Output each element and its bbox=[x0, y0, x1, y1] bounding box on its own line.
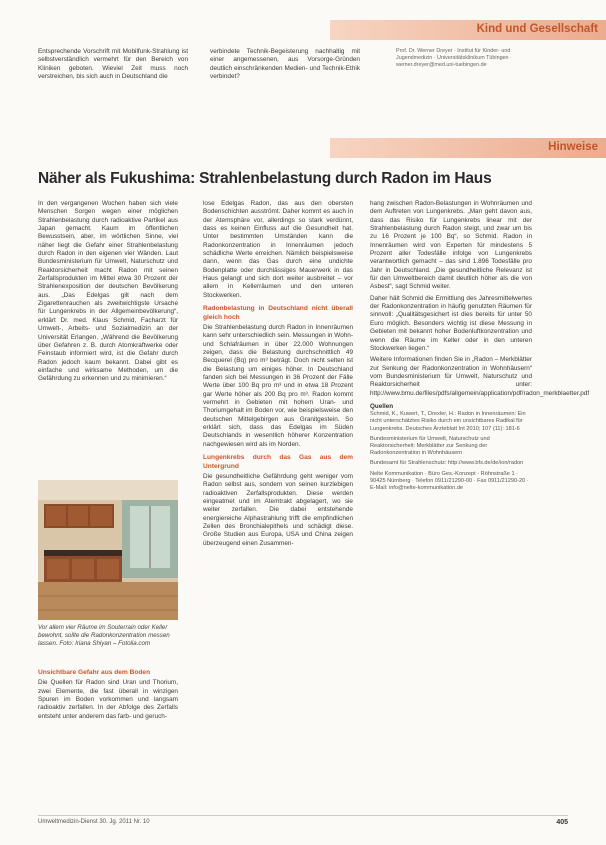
paragraph: Daher hält Schmid die Ermittlung des Jahresmittelwertes der Radonkonzentration in häufig genutzten Räumen für sinnvoll: „Qualitätsgesichert ist dies bereits für unter 50 Euro möglich. Besonders wichtig ist diese Messung in Gebieten mit bekannt hoher Bodenluftkonzentration und wenn die Räume im Keller oder in den unteren Stockwerken liegen.“ bbox=[370, 294, 532, 352]
subheading: Radonbelastung in Deutschland nicht überall gleich hoch bbox=[203, 305, 353, 321]
paragraph: Weitere Informationen finden Sie in „Radon – Merkblätter zur Senkung der Radonkonzentration in Wohnhäusern“ vom Bundesministerium für Umwelt, Naturschutz und Reaktorsicherheit unter: http://www.bmu.de/files/pdfs/allgemein/application/pdf/radon_merkblaetter.pdf bbox=[370, 356, 590, 397]
top-column-1: Entsprechende Vorschrift mit Mobilfunk-Strahlung ist selbstverständlich vermehrt für den Bereich von Kliniken geboten. Wieviel Zeit muss noch verstreichen, bis sich auch in Deutschland die bbox=[38, 48, 188, 81]
paragraph: lose Edelgas Radon, das aus den obersten Bodenschichten ausströmt. Daher kommt es auch in der Atemsphäre vor, allerdings so stark verdünnt, dass es keinen Einfluss auf die Gesundheit hat. Unter bestimmten Umständen kann die Radonkonzentration in Innenräumen jedoch schädliche Werte erreichen. Nämlich beispielsweise dann, wenn das Gas durch eine undichte Bodenplatte oder durchlässiges Mauerwerk in das Haus gelangt und sich dort weiter ausbreitet – vor allem in Kellerräumen und den unteren Stockwerken. bbox=[203, 200, 353, 299]
reference: Schmid, K., Kuwert, T., Drexler, H.: Radon in Innenräumen: Ein nicht unterschätztes Risiko durch ein unsichtbares Radikal für Lungenkrebs. Deutsches Ärzteblatt Int 2010; 107 (11): 181-6 bbox=[370, 411, 526, 432]
reference: Bundesministerium für Umwelt, Naturschutz und Reaktorsicherheit: Merkblätter zur Senkung der Radonkonzentration in Wohnhäusern bbox=[370, 435, 490, 457]
article-column-2 bbox=[203, 200, 353, 551]
paragraph: Die Strahlenbelastung durch Radon in Innenräumen kann sehr unterschiedlich sein. Messungen in Wohn- und Schlafräumen in über 22.000 Wohnungen zeigen, dass die Belastung durchschnittlich 49 Becquerel (Bq) pro m³ beträgt. Doch nicht selten ist die Belastung um einiges höher. In Deutschland fanden sich bei Messungen in 36 Prozent der Fälle Werte über 100 Bq pro m³ und in etwa 18 Prozent gar Werte höher als 200 Bq pro m³. Radon kommt vermehrt in Gebieten mit hohem Uran- und Thoriumgehalt im Boden vor, wie beispielsweise den deutschen Mittelgebirgen aus Granitgestein. So erklärt sich, dass das Edelgas im Süden Deutschlands in wesentlich höherer Konzentration nachgewiesen wird als im Norden. bbox=[203, 323, 353, 448]
sources-heading: Quellen bbox=[370, 402, 394, 410]
kitchen-photo bbox=[38, 480, 178, 620]
journal-citation: Umweltmedizin-Dienst 30. Jg. 2011 Nr. 10 bbox=[38, 819, 150, 825]
article-headline: Näher als Fukushima: Strahlenbelastung durch Radon im Haus bbox=[38, 170, 492, 187]
kitchen-illustration bbox=[38, 480, 178, 620]
top-continuation bbox=[38, 48, 568, 112]
article-column-3 bbox=[370, 200, 590, 495]
reference: Bundesamt für Strahlenschutz: http://www.bfs.de/de/ion/radon bbox=[370, 460, 524, 467]
section-header: Kind und Gesellschaft bbox=[330, 20, 606, 40]
photo-caption: Vor allem vier Räume im Souterrain oder Keller bewohnt, sollte die Radonkonzentration messen lassen. Foto: Iriana Shiyan – Fotolia.com bbox=[38, 624, 170, 647]
contact-address: Nelte Kommunikation · Büro Ges.-Konzept · Röhnstraße 1 · 90425 Nürnberg · Telefon 0911/21290-00 · Fax 0911/21290-20 · E-Mail: info@nelte-kommunikation.de bbox=[370, 470, 529, 492]
paragraph: Die Quellen für Radon sind Uran und Thorium, zwei Elemente, die fast überall in winzigen Spuren im Boden vorkommen und langsam radioaktiv zerfallen. In der Abfolge des Zerfalls entsteht unter anderem das farb- und geruch- bbox=[38, 679, 178, 720]
hinweise-header: Hinweise bbox=[330, 138, 606, 158]
article-column-1 bbox=[38, 200, 178, 387]
author-address: Prof. Dr. Werner Dreyer · Institut für Kinder- und Jugendmedizin · Universitätsklinikum Tübingen · werner.dreyer@med.uni-tuebingen.de bbox=[396, 48, 512, 68]
paragraph: Die gesundheitliche Gefährdung geht weniger vom Radon selbst aus, sondern von seinen kurzlebigen radioaktiven Zerfallsprodukten. Diese werden eingeatmet und im Atemtrakt abgelagert, wo sie weiter zerfallen. Die dabei entstehende energiereiche Alphastrahlung trifft die empfindlichen Zellen des Bronchialepithels und schädigt diese. Große Studien aus Europa, USA und China zeigen überzeugend einen Zusammen- bbox=[203, 472, 353, 547]
article-column-1-continued bbox=[38, 664, 178, 724]
top-column-2: verbindete Technik-Begeisterung nachhaltig mit einer angemessenen, aus Vorsorge-Gründen deutlich einschränkenden Medien- und Technik-Ethik verbindet? bbox=[210, 48, 360, 81]
paragraph: hang zwischen Radon-Belastungen in Wohnräumen und dem Auftreten von Lungenkrebs. „Man geht davon aus, dass das Risiko für Lungenkrebs linear mit der Strahlenbelastung durch Radon steigt, und zwar um bis zu 16 Prozent je 100 Bq“, so Schmid. Radon in Innenräumen wird von Experten für mindestens 5 Prozent aller Todesfälle infolge von Lungenkrebs verantwortlich gemacht – das sind 1.896 Todesfälle pro Jahr in Deutschland. „Die gesundheitliche Relevanz ist für den Umweltbereich damit deutlich höher als die von Asbest“, sagt Schmid weiter. bbox=[370, 200, 532, 291]
subheading: Unsichtbare Gefahr aus dem Boden bbox=[38, 669, 151, 676]
page-number: 405 bbox=[556, 819, 568, 826]
page-footer bbox=[38, 815, 568, 827]
subheading: Lungenkrebs durch das Gas aus dem Untergrund bbox=[203, 454, 353, 470]
paragraph: In den vergangenen Wochen haben sich viele Menschen Sorgen wegen einer möglichen Strahlenbelastung durch radioaktive Partikel aus Japan gemacht. Kaum im öffentlichen Bewusstsein, aber, im wörtlichen Sinne, viel näher liegt die Gefahr einer Strahlenbelastung durch Radon in den eigenen vier Wänden. Laut Bundesministerium für Umwelt, Naturschutz und Reaktorsicherheit macht Radon mit seinen Zerfallsprodukten im Mittel etwa 30 Prozent der Strahlenexposition der deutschen Bevölkerung aus. „Das Edelgas gilt nach dem Zigarettenrauchen als zweitwichtigste Ursache für Lungenkrebs in der Allgemeinbevölkerung“, erklärt Dr. med. Klaus Schmid, Facharzt für Umwelt-, Arbeits- und Sozialmedizin an der Universität Erlangen. „Während die Bevölkerung über Gefahren z. B. durch Atomkraftwerke oder Feinstaub informiert wird, ist die Gefahr durch Radon jedoch kaum bekannt. Dabei gibt es einfache und wirksame Methoden, um die Gefährdung zu erkennen und zu minimieren.“ bbox=[38, 200, 178, 383]
